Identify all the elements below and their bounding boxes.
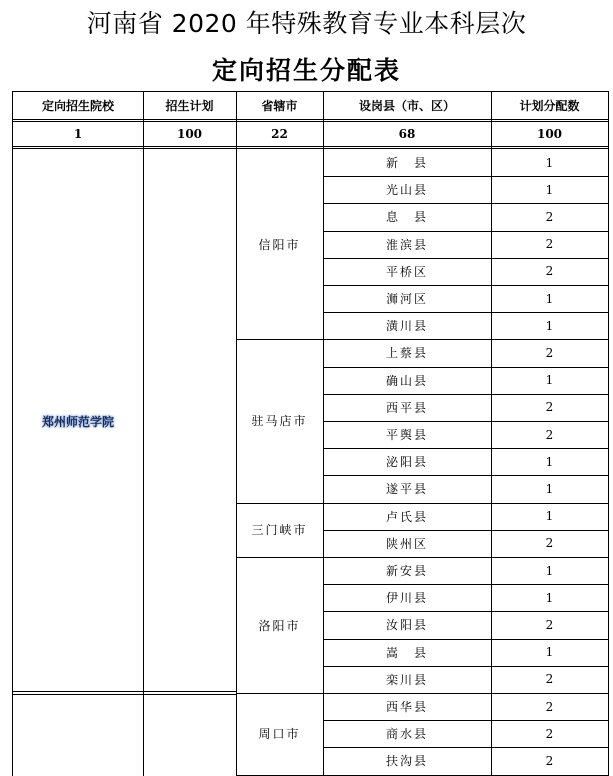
county-name: 陕州区 [385, 536, 428, 551]
allocation-count: 2 [545, 699, 554, 714]
county-name: 栾川县 [385, 672, 428, 687]
county-name: 浉河区 [385, 292, 428, 307]
county-name: 新 县 [385, 156, 428, 171]
allocation-count: 2 [545, 753, 554, 768]
column-divider [491, 92, 492, 122]
allocation-count: 1 [545, 182, 554, 197]
allocation-count: 2 [545, 400, 554, 415]
allocation-count: 2 [545, 726, 554, 741]
totals-cell: 100 [176, 127, 203, 141]
county-name: 泌阳县 [385, 455, 428, 470]
county-name: 新安县 [385, 564, 428, 579]
allocation-count: 2 [545, 617, 554, 632]
county-name: 扶沟县 [385, 754, 428, 769]
column-divider [491, 149, 492, 776]
allocation-count: 2 [545, 427, 554, 442]
allocation-count: 1 [545, 481, 554, 496]
column-header: 计划分配数 [519, 99, 580, 113]
allocation-count: 1 [545, 318, 554, 333]
column-header: 省辖市 [261, 99, 298, 113]
allocation-count: 2 [545, 237, 554, 252]
group-divider [13, 691, 236, 692]
column-divider [236, 149, 237, 776]
county-name: 汝阳县 [385, 618, 428, 633]
totals-cell: 22 [271, 127, 288, 141]
allocation-table [12, 91, 609, 776]
group-divider [13, 694, 236, 695]
column-divider [143, 122, 144, 149]
allocation-count: 1 [545, 373, 554, 388]
city-name: 三门峡市 [251, 523, 308, 538]
column-divider [236, 122, 237, 149]
allocation-count: 1 [545, 509, 554, 524]
county-name: 商水县 [385, 727, 428, 742]
county-name: 嵩 县 [385, 645, 428, 660]
allocation-count: 2 [545, 672, 554, 687]
county-name: 淮滨县 [385, 237, 428, 252]
column-divider [143, 92, 144, 122]
column-divider [323, 122, 324, 149]
allocation-count: 1 [545, 155, 554, 170]
column-divider [323, 149, 324, 776]
allocation-count: 1 [545, 454, 554, 469]
city-name: 洛阳市 [258, 618, 301, 633]
allocation-count: 2 [545, 264, 554, 279]
totals-cell: 68 [398, 127, 416, 141]
county-name: 上蔡县 [385, 346, 428, 361]
allocation-count: 2 [545, 209, 554, 224]
allocation-count: 2 [545, 345, 554, 360]
county-name: 息 县 [385, 210, 428, 225]
city-name: 信阳市 [258, 237, 301, 252]
county-name: 伊川县 [385, 591, 428, 606]
document-title-line-2: 定向招生分配表 [211, 56, 401, 85]
city-name: 驻马店市 [251, 414, 308, 429]
allocation-count: 2 [545, 536, 554, 551]
county-name: 平桥区 [385, 264, 428, 279]
county-name: 遂平县 [385, 482, 428, 497]
allocation-count: 1 [545, 291, 554, 306]
column-header: 招生计划 [165, 99, 214, 113]
totals-cell: 100 [536, 127, 563, 141]
document-title-line-1: 河南省 2020 年特殊教育专业本科层次 [86, 9, 527, 38]
county-name: 卢氏县 [385, 509, 428, 524]
county-name: 光山县 [385, 183, 428, 198]
column-header: 定向招生院校 [41, 99, 114, 113]
allocation-count: 1 [545, 563, 554, 578]
column-header: 设岗县（市、区） [358, 99, 455, 113]
allocation-count: 1 [545, 645, 554, 660]
county-name: 确山县 [385, 373, 428, 388]
county-name: 平舆县 [385, 428, 428, 443]
city-name: 周口市 [258, 727, 301, 742]
column-divider [143, 149, 144, 776]
county-name: 西平县 [385, 400, 428, 415]
county-name: 潢川县 [385, 319, 428, 334]
totals-cell: 1 [73, 127, 83, 141]
county-name: 西华县 [385, 700, 428, 715]
column-divider [236, 92, 237, 122]
school-name: 郑州师范学院 [41, 414, 114, 429]
column-divider [491, 122, 492, 149]
allocation-count: 1 [545, 590, 554, 605]
column-divider [323, 92, 324, 122]
